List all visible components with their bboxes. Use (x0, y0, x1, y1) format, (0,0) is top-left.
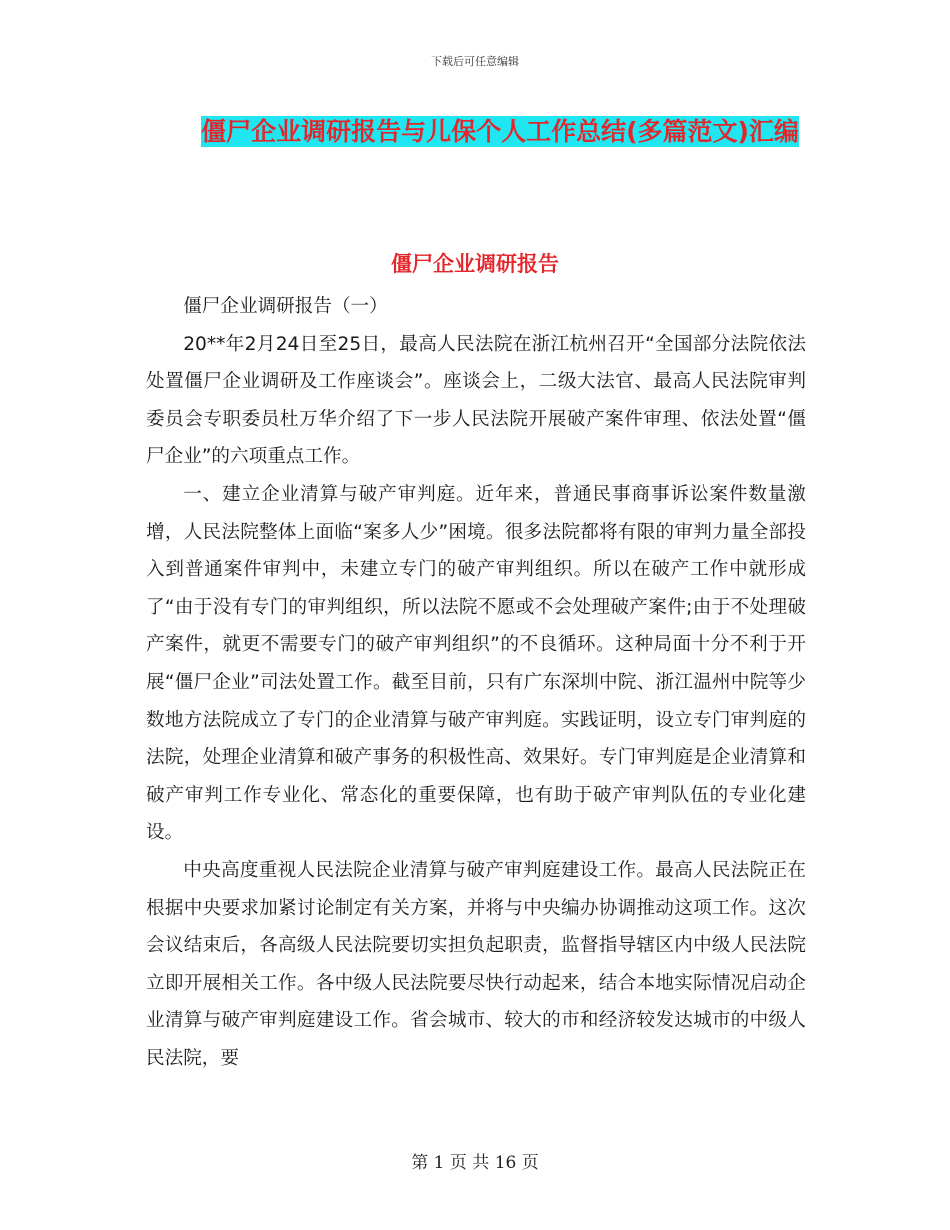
header-note: 下载后可任意编辑 (431, 55, 519, 68)
paragraph: 中央高度重视人民法院企业清算与破产审判庭建设工作。最高人民法院正在根据中央要求加紧讨论制定有关方案，并将与中央编办协调推动这项工作。这次会议结束后，各高级人民法院要切实担负起职责，监督指导辖区内中级人民法院立即开展相关工作。各中级人民法院要尽快行动起来，结合本地实际情况启动企业清算与破产审判庭建设工作。省会城市、较大的市和经济较发达城市的中级人民法院，要 (146, 859, 806, 1069)
paragraph: 20**年2月24日至25日，最高人民法院在浙江杭州召开“全国部分法院依法处置僵尸企业调研及工作座谈会”。座谈会上，二级大法官、最高人民法院审判委员会专职委员杜万华介绍了下一步人民法院开展破产案件审理、依法处置“僵尸企业”的六项重点工作。 (146, 333, 806, 468)
document-title (190, 112, 810, 152)
document-title-text: 僵尸企业调研报告与儿保个人工作总结(多篇范文)汇编 (201, 117, 799, 146)
section-title: 僵尸企业调研报告 (391, 252, 559, 276)
document-body (146, 288, 806, 1077)
page-footer: 第 1 页 共 16 页 (411, 1153, 539, 1173)
paragraph: 一、建立企业清算与破产审判庭。近年来，普通民事商事诉讼案件数量激增，人民法院整体上面临“案多人少”困境。很多法院都将有限的审判力量全部投入到普通案件审判中，未建立专门的破产审判组织。所以在破产工作中就形成了“由于没有专门的审判组织，所以法院不愿或不会处理破产案件;由于不处理破产案件，就更不需要专门的破产审判组织”的不良循环。这种局面十分不利于开展“僵尸企业”司法处置工作。截至目前，只有广东深圳中院、浙江温州中院等少数地方法院成立了专门的企业清算与破产审判庭。实践证明，设立专门审判庭的法院，处理企业清算和破产事务的积极性高、效果好。专门审判庭是企业清算和破产审判工作专业化、常态化的重要保障，也有助于破产审判队伍的专业化建设。 (146, 483, 806, 844)
paragraph-subtitle: 僵尸企业调研报告（一） (183, 296, 388, 317)
